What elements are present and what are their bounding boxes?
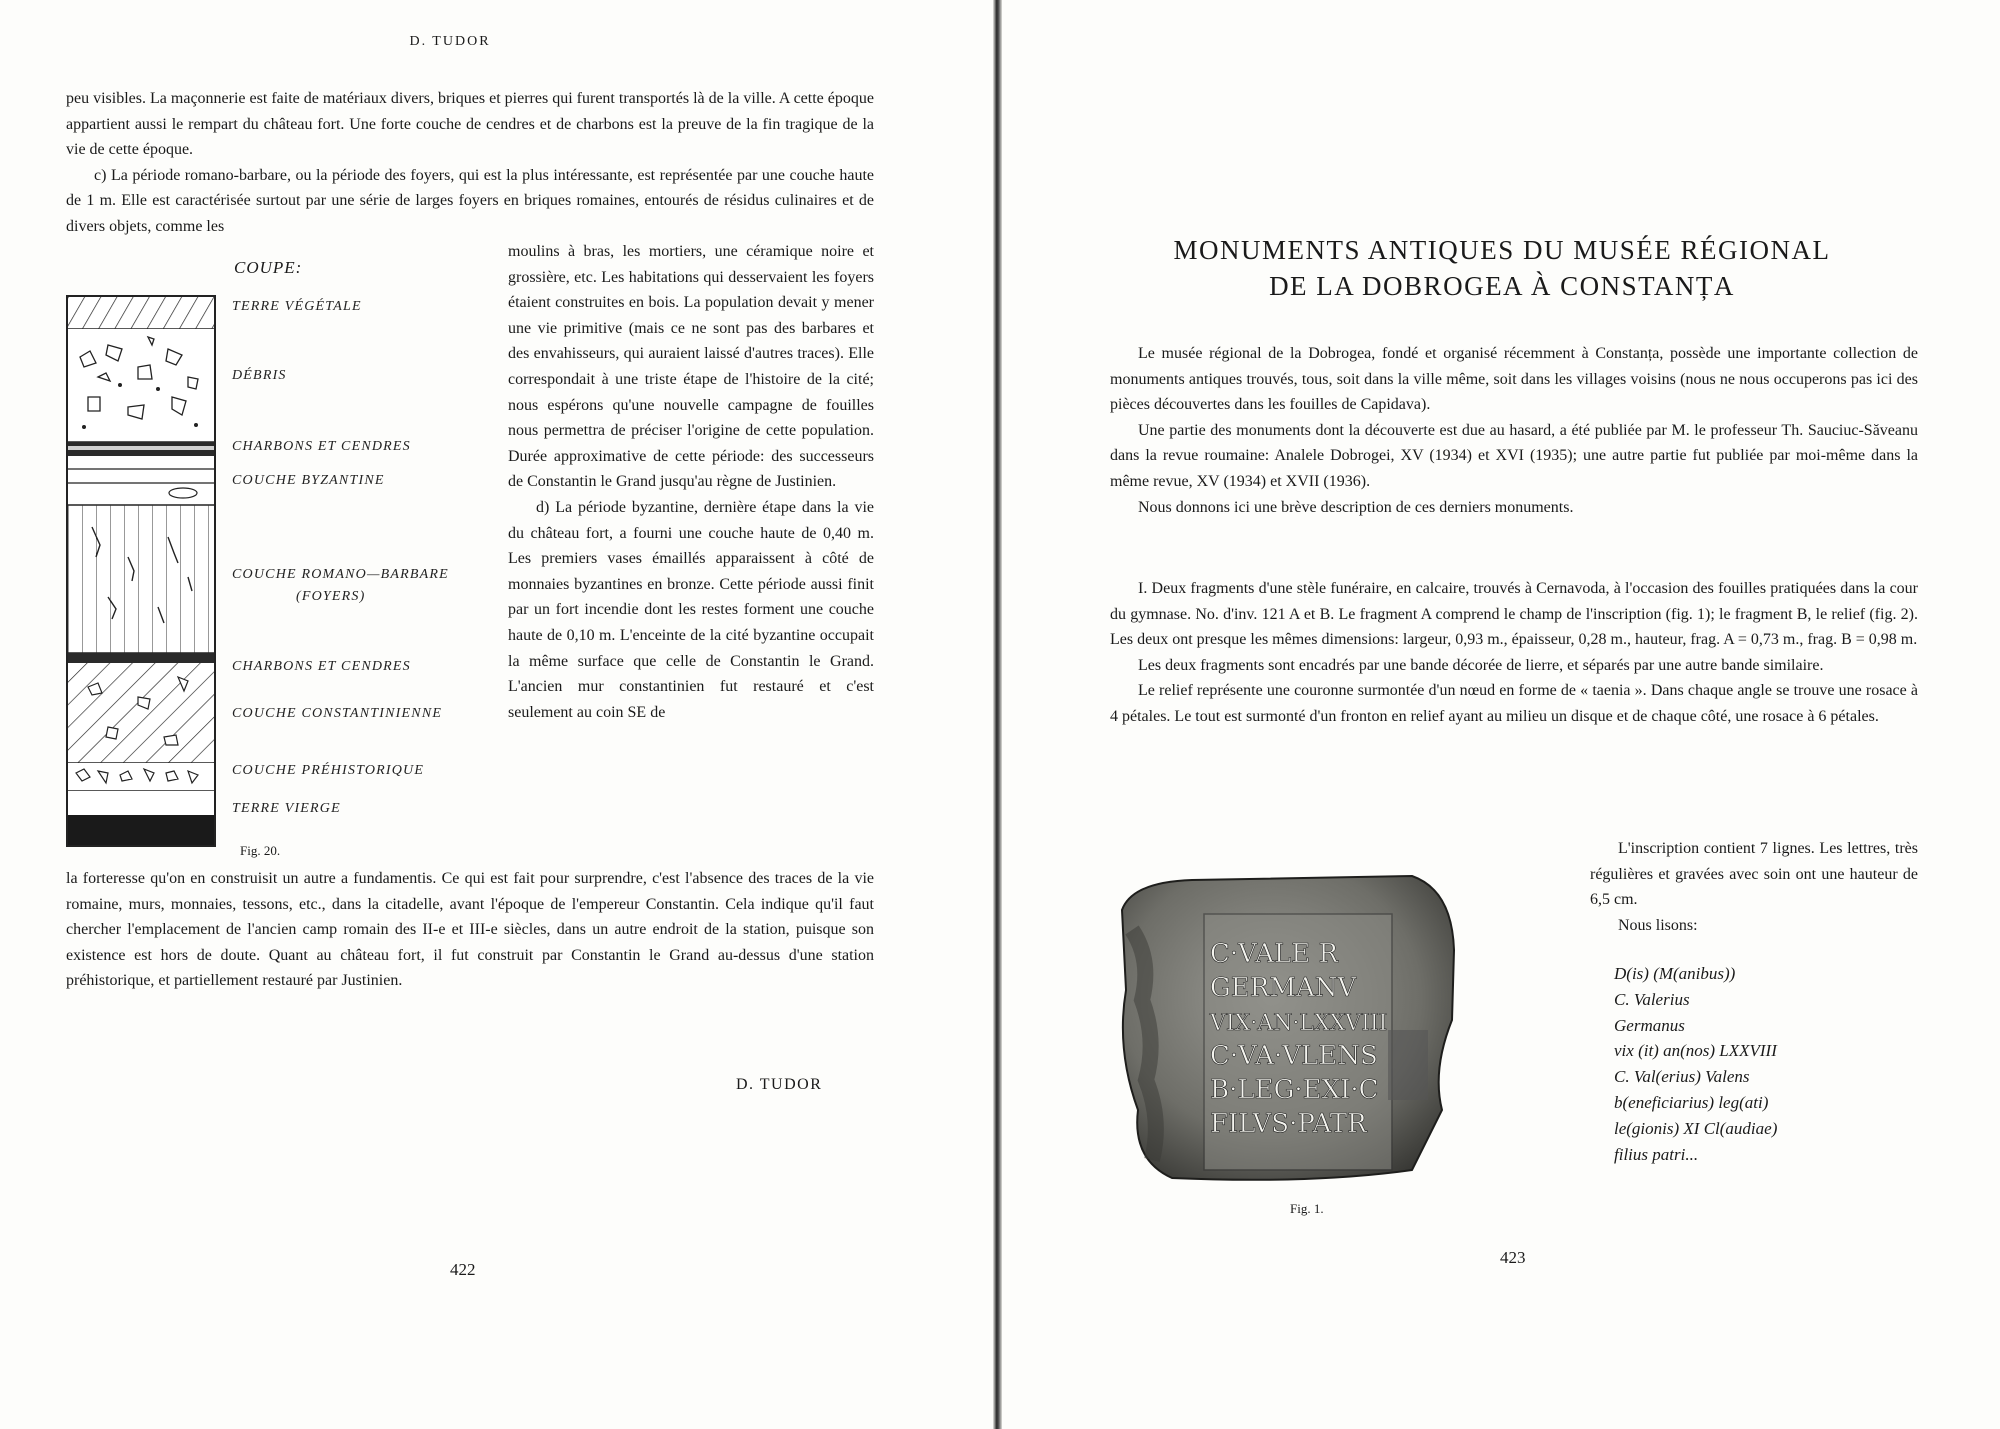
- inscription-reading: [1614, 961, 1777, 1167]
- description-text: [1110, 576, 1918, 730]
- reading-line: vix (it) an(nos) LXXVIII: [1614, 1041, 1777, 1061]
- paragraph: I. Deux fragments d'une stèle funéraire, en calcaire, trouvés à Cernavoda, à l'occasion des fouilles pratiquées dans la cour du gymnase. No. d'inv. 121 A et B. Le fragment A comprend le champ de l'inscription (fig. 1); le fragment B, le relief (fig. 2). Les deux ont presque les mêmes dimensions: largeur, 0,93 m., épaisseur, 0,28 m., hauteur, frag. A = 0,73 m., frag. B = 0,98 m.: [1110, 580, 1918, 649]
- intro-text: [1110, 341, 1918, 520]
- stele-line: C·VALE R: [1210, 939, 1339, 969]
- paragraph: peu visibles. La maçonnerie est faite de matériaux divers, briques et pierres qui furent transportés là de la ville. A cette époque appartient aussi le rempart du château fort. Une forte couche de cendres et de charbons est la preuve de la fin tragique de la vie de cette époque.: [66, 90, 874, 159]
- left-bottom-text: la forteresse qu'on en construisit un autre a fundamentis. Ce qui est fait pour surprendre, c'est l'absence des traces de la vie romaine, murs, monnaies, tessons, etc., dans la citadelle, avant l'époque de l'empereur Constantin. Cela indique qu'il faut chercher l'emplacement de l'ancien camp romain des II-e et III-e siècles, dans un autre endroit de la station, puisque son existence est hors de doute. Quant au château fort, il fut construit par Constantin le Grand au-dessus d'une station préhistorique, et partiellement restauré par Justinien.: [66, 870, 874, 990]
- paragraph: Une partie des monuments dont la découverte est due au hasard, a été publiée par M. le professeur Th. Sauciuc-Săveanu dans la revue roumaine: Analele Dobrogei, XV (1934) et XVI (1935); une autre partie fut publiée par moi-même dans la même revue, XV (1934) et XVII (1936).: [1110, 421, 1918, 490]
- left-top-text: [66, 86, 874, 240]
- layer-label: TERRE VÉGÉTALE: [232, 299, 362, 314]
- reading-line: D(is) (M(anibus)): [1614, 964, 1736, 983]
- stratigraphy-svg: [68, 297, 214, 845]
- layer-label: COUCHE PRÉHISTORIQUE: [232, 763, 425, 778]
- running-head: D. TUDOR: [409, 34, 491, 49]
- title-line: MONUMENTS ANTIQUES DU MUSÉE RÉGIONAL: [1173, 235, 1831, 265]
- layer-label: CHARBONS ET CENDRES: [232, 659, 411, 674]
- layer-label: DÉBRIS: [232, 368, 287, 383]
- reading-line: C. Valerius: [1614, 989, 1690, 1009]
- reading-line: b(eneficiarius) leg(ati): [1614, 1092, 1769, 1112]
- layer-prehistorique: [68, 763, 214, 791]
- stratigraphy-diagram: [66, 295, 216, 847]
- reading-line: le(gionis) XI Cl(audiae): [1614, 1118, 1778, 1138]
- stele-line: FILVS·PATR: [1210, 1109, 1367, 1139]
- reading-line: C. Val(erius) Valens: [1614, 1067, 1750, 1087]
- reading-line: Germanus: [1614, 1015, 1685, 1035]
- book-gutter: [993, 0, 1002, 1429]
- paragraph-byzantine: d) La période byzantine, dernière étape dans la vie du château fort, a fourni une couche haute de 0,40 m. Les premiers vases émaillés apparaissent à côté de monnaies byzantines en bronze. Cette période aussi finit par un fort incendie dont les restes forment une couche haute de 0,10 m. L'enceinte de la cité byzantine occupait la même surface que celle de Constantin le Grand. L'ancien mur constantinien fut restauré et c'est seulement au coin SE de: [508, 498, 874, 721]
- author-signature: D. TUDOR: [736, 1076, 823, 1093]
- stele-line: C·VA·VLENS: [1210, 1041, 1378, 1071]
- figure-caption: Fig. 1.: [1290, 1201, 1324, 1216]
- paragraph: Nous lisons:: [1618, 916, 1698, 934]
- paragraph: Nous donnons ici une brève description de ces derniers monuments.: [1138, 498, 1574, 516]
- page-number: 422: [450, 1260, 476, 1279]
- article-title: [1102, 232, 1902, 304]
- layer-romano-barbare: [68, 505, 214, 653]
- layer-charbons-2: [68, 653, 214, 663]
- stele-photo: [1112, 870, 1458, 1186]
- paragraph: Le relief représente une couronne surmontée d'un nœud en forme de « taenia ». Dans chaque angle se trouve une rosace à 4 pétales. Le tout est surmonté d'un fronton en relief ayant au milieu un disque et de chaque côté, une rosace à 6 pétales.: [1110, 682, 1918, 725]
- layer-label: COUCHE ROMANO—BARBARE: [232, 567, 449, 582]
- paragraph: Le musée régional de la Dobrogea, fondé et organisé récemment à Constanța, possède une importante collection de monuments antiques trouvés, tous, soit dans la ville même, soit dans les villages voisins (nous ne nous occuperons pas ici des pièces découvertes dans les fouilles de Capidava).: [1110, 345, 1918, 414]
- figure-caption: Fig. 20.: [240, 843, 281, 858]
- layer-byzantine: [68, 469, 214, 498]
- paragraph-romano-barbare: [66, 163, 874, 240]
- layer-label: TERRE VIERGE: [232, 801, 341, 816]
- stele-line: VIX·AN·LXXVIII: [1210, 1011, 1388, 1036]
- layer-label: CHARBONS ET CENDRES: [232, 439, 411, 454]
- page-number: 423: [1500, 1248, 1526, 1267]
- layer-constantinienne: [68, 663, 214, 763]
- title-line: DE LA DOBROGEA À CONSTANȚA: [1269, 271, 1735, 301]
- layer-label: (FOYERS): [296, 589, 366, 604]
- figure-title: COUPE:: [234, 258, 303, 277]
- paragraph: L'inscription contient 7 lignes. Les lettres, très régulières et gravées avec soin ont une hauteur de 6,5 cm.: [1590, 840, 1918, 909]
- stele-line: GERMANV: [1210, 973, 1357, 1003]
- layer-debris: [68, 329, 214, 442]
- left-right-column-text: [508, 239, 874, 725]
- layer-label: COUCHE CONSTANTINIENNE: [232, 706, 443, 721]
- paragraph: Les deux fragments sont encadrés par une bande décorée de lierre, et séparés par une autre bande similaire.: [1138, 656, 1824, 674]
- paragraph: moulins à bras, les mortiers, une céramique noire et grossière, etc. Les habitations qui desservaient les foyers étaient construites en bois. La population devait y mener une vie primitive (mais ce ne sont pas des barbares et des envahisseurs, qui auraient laissé d'autres traces). Elle correspondait à une triste étape de l'histoire de la cité; nous espérons qu'une nouvelle campagne de fouilles nous permettra de préciser l'origine de cette population. Durée approximative de cette période: des successeurs de Constantin le Grand jusqu'au règne de Justinien.: [508, 243, 874, 491]
- stele-line: B·LEG·EXI·C: [1210, 1075, 1379, 1105]
- layer-label: COUCHE BYZANTINE: [232, 473, 385, 488]
- reading-line: filius patri...: [1614, 1144, 1699, 1164]
- layer-terre-vegetale: [68, 297, 214, 329]
- inscription-intro: [1590, 836, 1918, 938]
- paragraph-text: c) La période romano-barbare, ou la période des foyers, qui est la plus intéressante, est représentée par une couche haute de 1 m. Elle est caractérisée surtout par une série de larges foyers en briques romaines, entourés de résidus culinaires et de divers objets, comme les: [66, 166, 874, 235]
- stele-svg: [1112, 870, 1458, 1186]
